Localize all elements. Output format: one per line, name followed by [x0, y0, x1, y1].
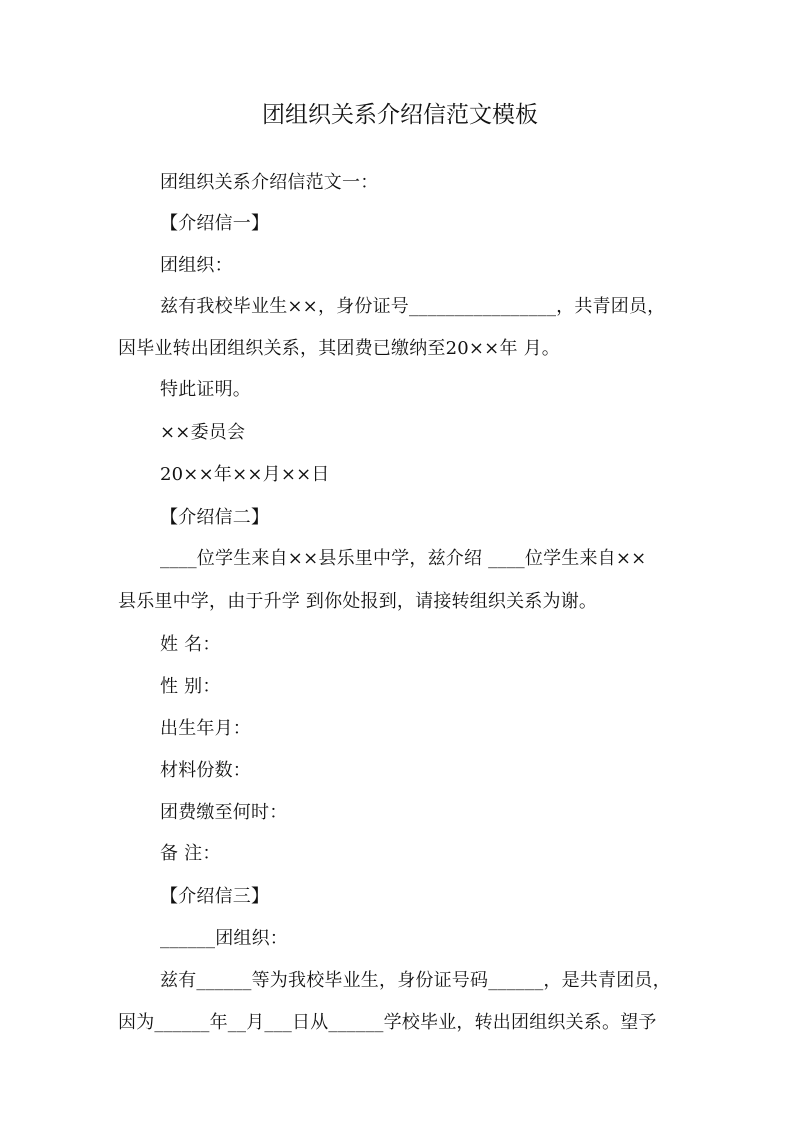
letter-one-date: 20××年××月××日 — [160, 464, 330, 485]
field-remarks: 备 注： — [160, 843, 221, 864]
field-gender: 性 别： — [160, 676, 221, 697]
document-title: 团组织关系介绍信范文模板 — [262, 102, 538, 128]
section-heading-sample-one: 团组织关系介绍信范文一： — [160, 172, 379, 193]
letter-three-body-line-1: 兹有______等为我校毕业生，身份证号码______，是共青团员， — [160, 970, 671, 991]
letter-one-committee: ××委员会 — [160, 422, 246, 443]
letter-two-heading: 【介绍信二】 — [160, 507, 270, 528]
letter-one-body-line-1: 兹有我校毕业生××，身份证号________________，共青团员， — [160, 296, 666, 317]
field-name: 姓 名： — [160, 634, 221, 655]
letter-three-body-line-2: 因为______年__月___日从______学校毕业，转出团组织关系。望予 — [118, 1012, 657, 1033]
field-fee-paid-until: 团费缴至何时： — [160, 802, 288, 823]
letter-one-body-line-2: 因毕业转出团组织关系，其团费已缴纳至20××年 月。 — [118, 338, 560, 359]
letter-one-certification: 特此证明。 — [160, 379, 251, 400]
letter-one-salutation: 团组织： — [160, 255, 233, 276]
letter-one-heading: 【介绍信一】 — [160, 213, 270, 234]
field-birth-date: 出生年月： — [160, 718, 251, 739]
letter-three-heading: 【介绍信三】 — [160, 886, 270, 907]
letter-three-salutation: ______团组织： — [160, 928, 288, 949]
letter-two-body-line-2: 县乐里中学，由于升学 到你处报到，请接转组织关系为谢。 — [118, 591, 598, 612]
field-material-count: 材料份数： — [160, 760, 251, 781]
letter-two-body-line-1: ____位学生来自××县乐里中学，兹介绍 ____位学生来自×× — [160, 548, 647, 569]
